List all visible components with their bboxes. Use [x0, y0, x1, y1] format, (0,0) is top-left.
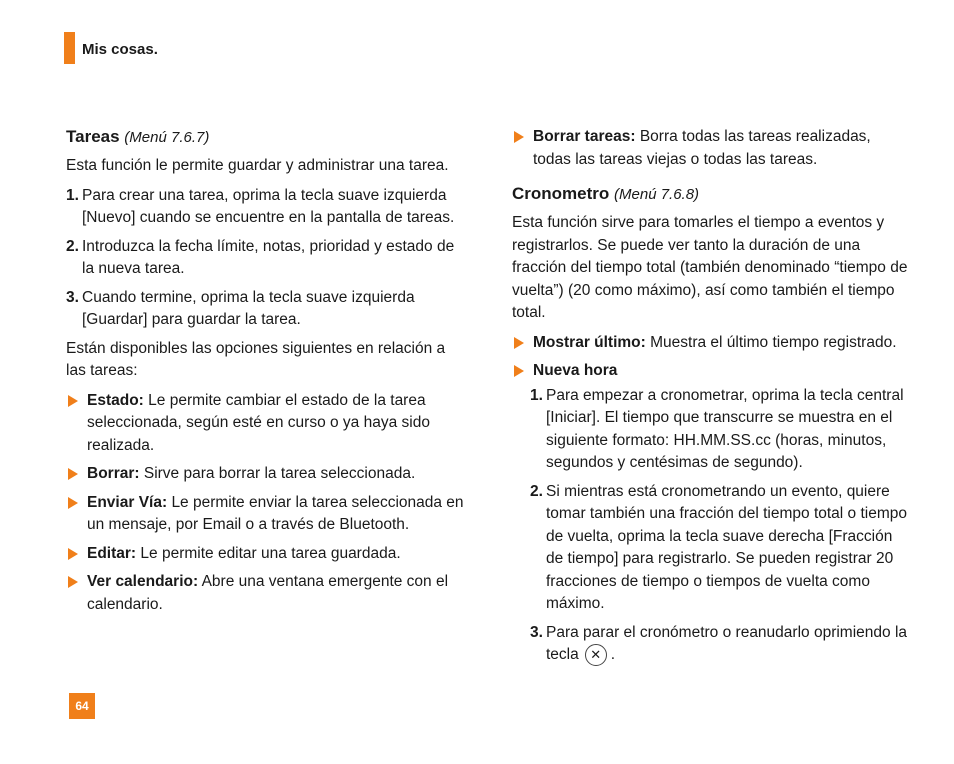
- option-item: [512, 332, 912, 355]
- orange-triangle-bullet-icon: [68, 576, 78, 588]
- cronometro-menu-ref: (Menú 7.6.8): [614, 186, 700, 203]
- nueva-hora-heading: [512, 360, 912, 383]
- left-column: [66, 126, 464, 622]
- cronometro-heading: [512, 183, 912, 206]
- step-number: 1.: [66, 186, 79, 204]
- option-desc: Le permite cambiar el estado de la tarea seleccionada, según esté en curso o ya haya sido realizada.: [87, 391, 430, 454]
- step-item: [66, 236, 464, 281]
- step-number: 2.: [530, 482, 543, 500]
- orange-triangle-bullet-icon: [514, 365, 524, 377]
- clear-key-icon: ✕: [585, 644, 607, 666]
- tareas-menu-ref: (Menú 7.6.7): [124, 129, 210, 146]
- option-term: Mostrar último:: [533, 333, 646, 351]
- orange-triangle-bullet-icon: [68, 548, 78, 560]
- tareas-title: Tareas: [66, 127, 120, 146]
- option-term: Enviar Vía:: [87, 493, 168, 511]
- cronometro-intro: Esta función sirve para tomarles el tiempo a eventos y registrarlos. Se puede ver tanto la duración de una fracción del tiempo total (también denominado “tiempo de vuelta”) (20 como máximo), así como también el tiempo total.: [512, 214, 908, 321]
- nueva-hora-label: Nueva hora: [533, 362, 618, 379]
- option-item: [66, 543, 464, 566]
- step-number: 2.: [66, 237, 79, 255]
- tareas-heading: [66, 126, 464, 149]
- step-number: 3.: [530, 623, 543, 641]
- option-desc: Le permite enviar la tarea seleccionada en un mensaje, por Email o a través de Bluetooth.: [87, 493, 464, 533]
- options-intro: Están disponibles las opciones siguientes en relación a las tareas:: [66, 339, 446, 379]
- option-desc: Borra todas las tareas realizadas, todas las tareas viejas o todas las tareas.: [533, 128, 871, 168]
- orange-triangle-bullet-icon: [514, 337, 524, 349]
- option-term: Ver calendario:: [87, 573, 199, 590]
- section-title: Mis cosas.: [82, 41, 158, 58]
- option-desc: Muestra el último tiempo registrado.: [650, 333, 897, 351]
- step-item: [66, 287, 464, 332]
- step-text: Si mientras está cronometrando un evento, quiere tomar también una fracción del tiempo total o tiempo de vuelta, oprima la tecla suave derecha [Fracción de tiempo] para registrarlo. Se pueden registrar 20 fracciones de tiempo o tiempos de vuelta como máximo.: [546, 482, 907, 612]
- step-text: Introduzca la fecha límite, notas, prioridad y estado de la nueva tarea.: [82, 237, 455, 277]
- option-item: [66, 463, 464, 486]
- option-desc: Sirve para borrar la tarea seleccionada.: [143, 465, 416, 482]
- option-item: [512, 126, 912, 171]
- step-text: Para crear una tarea, oprima la tecla suave izquierda [Nuevo] cuando se encuentre en la pantalla de tareas.: [82, 186, 455, 226]
- step-text-end: .: [610, 646, 616, 664]
- nueva-hora-steps: [530, 385, 912, 667]
- step-number: 1.: [530, 386, 543, 404]
- option-item: [66, 492, 464, 537]
- cronometro-title: Cronometro: [512, 184, 610, 203]
- step-number: 3.: [66, 288, 79, 306]
- orange-triangle-bullet-icon: [68, 497, 78, 509]
- step-item: [530, 481, 912, 616]
- option-item: [66, 571, 464, 616]
- option-term: Estado:: [87, 391, 144, 409]
- option-term: Editar:: [87, 544, 137, 562]
- option-item: [66, 390, 464, 458]
- page-number: 64: [69, 693, 95, 719]
- section-marker: [64, 32, 75, 64]
- step-text: Cuando termine, oprima la tecla suave izquierda [Guardar] para guardar la tarea.: [82, 288, 415, 328]
- option-desc: Le permite editar una tarea guardada.: [140, 544, 401, 562]
- option-term: Borrar:: [87, 465, 140, 482]
- right-column: [512, 126, 912, 673]
- option-term: Borrar tareas:: [533, 128, 636, 145]
- step-item: [530, 385, 912, 475]
- orange-triangle-bullet-icon: [68, 395, 78, 407]
- step-item: [66, 185, 464, 230]
- step-item: [530, 622, 912, 667]
- orange-triangle-bullet-icon: [514, 131, 524, 143]
- option-desc: Abre una ventana emergente con el calendario.: [87, 573, 449, 613]
- tareas-intro: Esta función le permite guardar y administrar una tarea.: [66, 157, 449, 174]
- step-text: Para parar el cronómetro o reanudarlo oprimiendo la tecla: [546, 623, 908, 664]
- orange-triangle-bullet-icon: [68, 468, 78, 480]
- step-text: Para empezar a cronometrar, oprima la tecla central [Iniciar]. El tiempo que transcurre se muestra en el siguiente formato: HH.MM.SS.cc (horas, minutos, segundos y centésimas de segundo).: [546, 386, 904, 471]
